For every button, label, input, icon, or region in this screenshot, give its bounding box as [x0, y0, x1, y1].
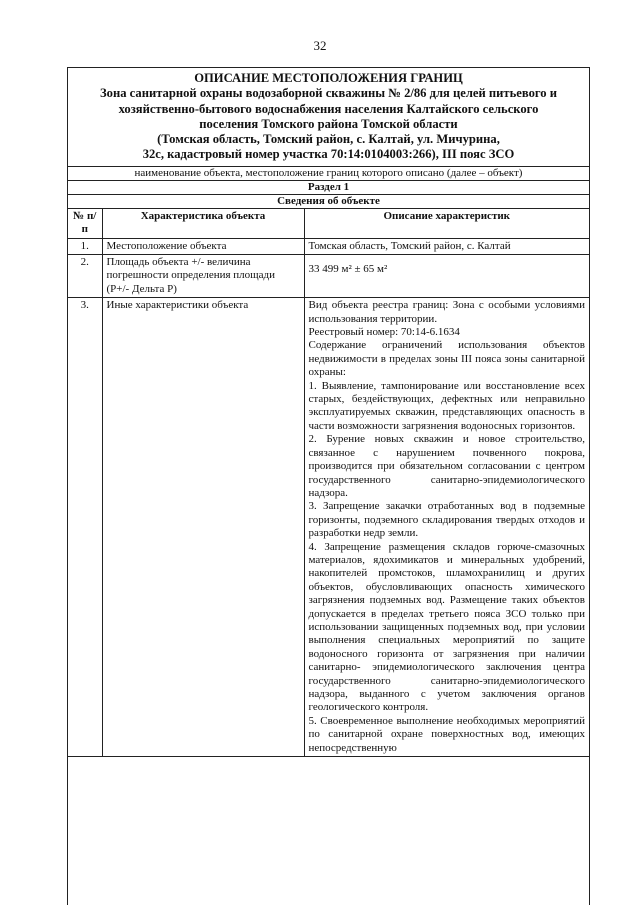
description-paragraph: 5. Своевременное выполнение необходимых мероприятий по санитарной охране поверхностных вод, имеющих непосредственную	[308, 714, 585, 754]
header-num: № п/п	[68, 208, 102, 238]
title-line: Зона санитарной охраны водозаборной скважины № 2/86 для целей питьевого и	[100, 86, 557, 101]
title-line: ОПИСАНИЕ МЕСТОПОЛОЖЕНИЯ ГРАНИЦ	[194, 71, 463, 85]
table-row	[68, 255, 589, 298]
description-paragraph: Реестровый номер: 70:14-6.1634	[308, 326, 460, 339]
title-line: (Томская область, Томский район, с. Калтай, ул. Мичурина,	[157, 132, 500, 147]
document-title	[68, 68, 589, 167]
section-label: Раздел 1	[68, 181, 589, 195]
description-paragraph: 2. Бурение новых скважин и новое строительство, связанное с нарушением почвенного покрова, производится при обязательном согласовании с центром государственного санитарно-эпидемиологического надзора.	[308, 433, 585, 499]
header-characteristic: Характеристика объекта	[102, 208, 304, 238]
row-number: 3.	[68, 298, 102, 757]
page-number: 32	[313, 38, 327, 53]
row-number: 2.	[68, 255, 102, 298]
table-row	[68, 298, 589, 757]
table-row	[68, 238, 589, 254]
row-description: 33 499 м² ± 65 м²	[304, 255, 589, 298]
row-characteristic: Местоположение объекта	[102, 238, 304, 254]
header-description: Описание характеристик	[304, 208, 589, 238]
title-line: поселения Томского района Томской области	[199, 116, 458, 131]
section-title: Сведения об объекте	[277, 194, 380, 207]
object-info-table	[68, 208, 589, 757]
title-line: 32с, кадастровый номер участка 70:14:0104003:266), III пояс ЗСО	[142, 147, 515, 162]
description-paragraph: Вид объекта реестра границ: Зона с особыми условиями использования территории.	[308, 299, 585, 325]
description-paragraph: Содержание ограничений использования объектов недвижимости в пределах зоны III пояса зоны санитарной охраны:	[308, 339, 585, 379]
description-paragraph: 4. Запрещение размещения складов горюче-смазочных материалов, ядохимикатов и минеральных удобрений, накопителей промстоков, шламохранилищ и других объектов, обусловливающих опасность химического загрязнения подземных вод. Размещение таких объектов допускается в пределах третьего пояса ЗСО только при использовании защищенных подземных вод, при условии выполнения специальных мероприятий по защите водоносного горизонта от загрязнения при наличии санитарно- эпидемиологического заключения центра государственного санитарно-эпидемиологического надзора, выданного с учетом заключения органов геологического контроля.	[308, 540, 585, 714]
row-characteristic: Площадь объекта +/- величина погрешности определения площади (P+/- Дельта P)	[102, 255, 304, 298]
object-caption: наименование объекта, местоположение границ которого описано (далее – объект)	[68, 167, 589, 181]
description-paragraph: 1. Выявление, тампонирование или восстановление всех старых, бездействующих, дефектных или неправильно эксплуатируемых скважин, представляющих опасность в части возможности загрязнения водоносных горизонтов.	[308, 379, 585, 432]
document-frame	[67, 67, 590, 905]
description-paragraph: 3. Запрещение закачки отработанных вод в подземные горизонты, подземного складирования твердых отходов и разработки недр земли.	[308, 500, 585, 540]
title-line: хозяйственно-бытового водоснабжения населения Калтайского сельского	[118, 101, 539, 116]
row-number: 1.	[68, 238, 102, 254]
row-characteristic: Иные характеристики объекта	[102, 298, 304, 757]
row-description	[304, 298, 589, 757]
table-header-row	[68, 208, 589, 238]
row-description: Томская область, Томский район, с. Калтай	[304, 238, 589, 254]
